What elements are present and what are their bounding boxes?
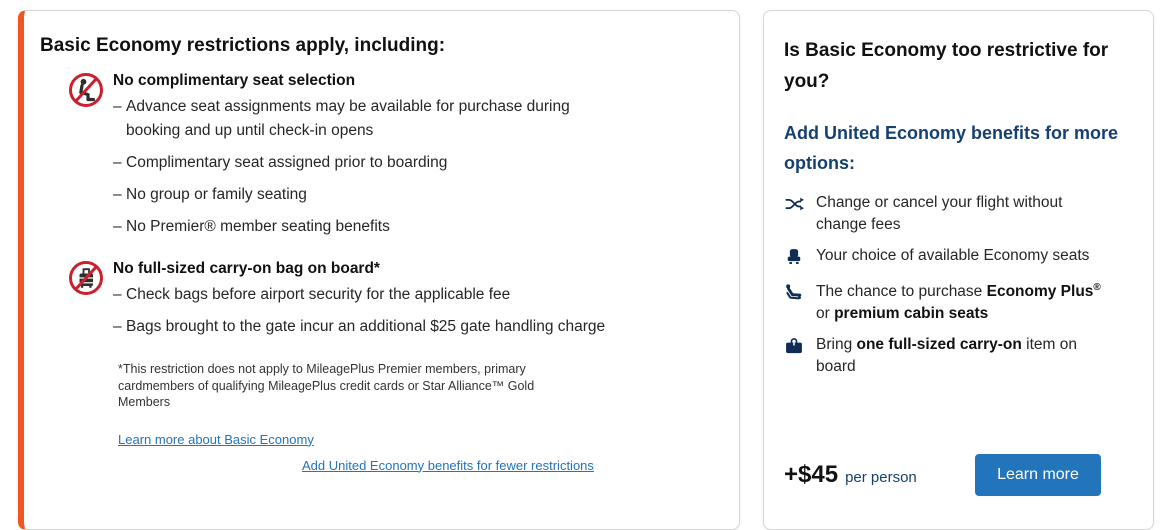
benefit-text: Bring one full-sized carry-on item on board [816,336,1078,375]
benefit-text: The chance to purchase Economy Plus® or premium cabin seats [816,281,1101,322]
upsell-subtitle: Add United Economy benefits for more options: [784,123,1119,173]
no-carry-on-icon [67,259,105,347]
united-economy-upsell-panel [763,10,1154,530]
upsell-title: Is Basic Economy too restrictive for you? [784,40,1109,92]
restriction-bullet: – Complimentary seat assigned prior to boarding [113,151,618,175]
restriction-section-carry-on [40,257,715,347]
economy-seat-icon [784,247,804,272]
benefit-item-seat-choice [784,245,1133,272]
restriction-bullet: – Check bags before airport security for the applicable fee [113,283,605,307]
restriction-bullet: – No group or family seating [113,183,618,207]
carry-on-bag-icon [784,336,804,378]
price-unit: per person [845,469,917,486]
learn-more-button[interactable]: Learn more [975,454,1101,496]
benefit-text: Change or cancel your flight without change fees [816,194,1063,233]
restriction-bullet-list [113,95,618,239]
add-united-economy-benefits-link[interactable]: Add United Economy benefits for fewer restrictions [302,457,594,473]
price-row [784,451,1153,499]
restrictions-footnote: *This restriction does not apply to MileagePlus Premier members, primary cardmembers of qualifying MileagePlus credit cards or Star Alliance™ Gold Members [118,362,535,409]
restriction-section-seat-selection [40,69,715,247]
restriction-bullet: – Bags brought to the gate incur an additional $25 gate handling charge [113,315,605,339]
restriction-heading: No full-sized carry-on bag on board* [113,260,380,277]
price-amount: +$45 [784,461,839,488]
restrictions-title: Basic Economy restrictions apply, including: [40,35,446,56]
no-seat-selection-icon [67,71,105,247]
benefit-item-carry-on [784,334,1133,378]
benefit-text: Your choice of available Economy seats [816,247,1090,264]
learn-more-basic-economy-link[interactable]: Learn more about Basic Economy [118,431,314,447]
restriction-bullet: – No Premier® member seating benefits [113,215,618,239]
benefit-item-change-cancel [784,192,1133,236]
shuffle-arrows-icon [784,194,804,236]
benefit-item-economy-plus [784,281,1133,325]
restriction-heading: No complimentary seat selection [113,72,356,89]
basic-economy-restrictions-panel [18,10,740,530]
restriction-bullet: – Advance seat assignments may be available for purchase during booking and up until check-in opens [113,95,618,143]
restriction-bullet-list [113,283,605,339]
recline-seat-icon [784,283,804,325]
